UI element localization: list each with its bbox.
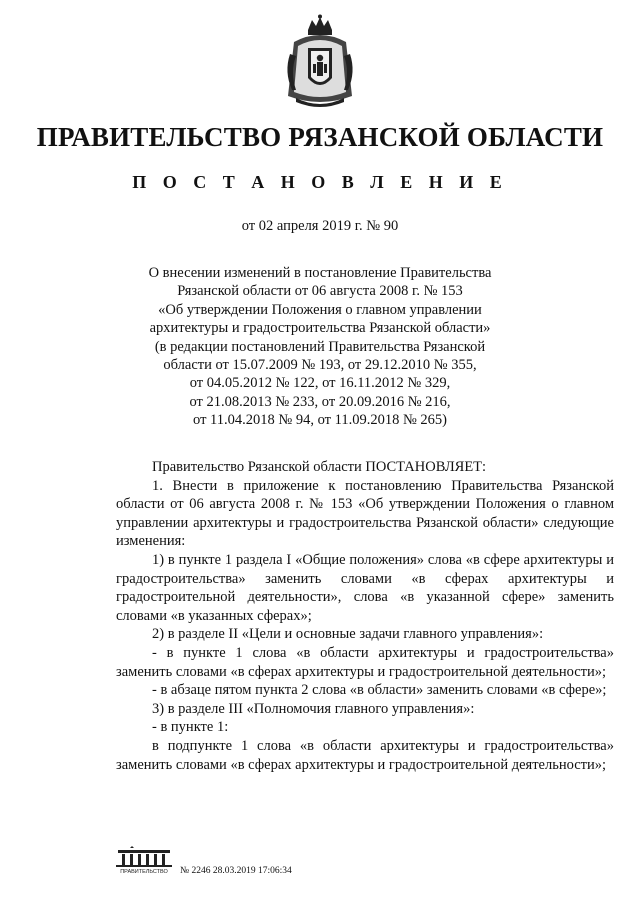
resolution-intro: Правительство Рязанской области ПОСТАНОВЛЯЕТ: [152, 459, 487, 475]
subject-line: «Об утверждении Положения о главном управлении [158, 301, 482, 318]
document-type: П О С Т А Н О В Л Е Н И Е [132, 172, 508, 192]
coat-of-arms-icon [282, 14, 358, 110]
subject-line: области от 15.07.2009 № 193, от 29.12.2010 № 355, [163, 357, 477, 374]
document-subject [140, 264, 500, 430]
subject-line: от 04.05.2012 № 122, от 16.11.2012 № 329, [189, 375, 451, 392]
government-building-logo [112, 846, 176, 874]
subject-line: архитектуры и градостроительства Рязанской области» [149, 320, 491, 337]
body-paragraph: в подпункте 1 слова «в области архитектуры и градостроительства» заменить словами «в сферах архитектуры и градостроительной деятельности»; [116, 737, 614, 773]
body-paragraph: - в пункте 1 слова «в области архитектуры и градостроительства» заменить словами «в сферах архитектуры и градостроительной деятельности»; [116, 644, 614, 680]
subject-line: (в редакции постановлений Правительства Рязанской [154, 338, 486, 355]
registration-stamp: № 2246 28.03.2019 17:06:34 [180, 866, 292, 876]
government-title: ПРАВИТЕЛЬСТВО РЯЗАНСКОЙ ОБЛАСТИ [36, 122, 604, 152]
body-paragraph: - в абзаце пятом пункта 2 слова «в области» заменить словами «в сфере»; [152, 682, 607, 699]
subject-line: Рязанской области от 06 августа 2008 г. № 153 [177, 283, 463, 300]
document-body [116, 458, 614, 774]
body-paragraph: 1. Внести в приложение к постановлению Правительства Рязанской области от 06 августа 2008 г. № 153 «Об утверждении Положения о главном управлении архитектуры и градостроительства Рязанской области» следующие изменения: [116, 477, 614, 550]
body-paragraph: 1) в пункте 1 раздела I «Общие положения» слова «в сфере архитектуры и градостроительства» заменить словами «в сферах архитектуры и градостроительной деятельности», слова «в указанной сфере» заменить словами «в указанных сферах»; [116, 551, 614, 624]
body-paragraph: 2) в разделе II «Цели и основные задачи главного управления»: [152, 626, 544, 643]
footer-logo-text: ПРАВИТЕЛЬСТВО [120, 869, 168, 874]
subject-line: от 11.04.2018 № 94, от 11.09.2018 № 265) [193, 412, 447, 429]
subject-line: О внесении изменений в постановление Правительства [148, 265, 492, 281]
document-date-number: от 02 апреля 2019 г. № 90 [241, 218, 399, 234]
body-paragraph: - в пункте 1: [152, 719, 229, 736]
subject-line: от 21.08.2013 № 233, от 20.09.2016 № 216, [189, 393, 451, 410]
body-paragraph: 3) в разделе III «Полномочия главного управления»: [152, 700, 475, 717]
